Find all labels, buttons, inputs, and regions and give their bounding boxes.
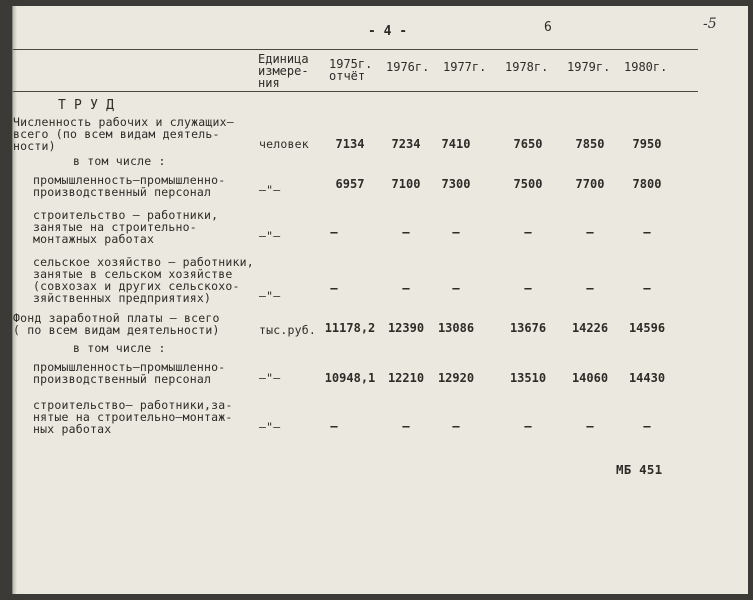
cell-value: 11178,2 (324, 321, 376, 335)
stamp-number: 6 (544, 20, 552, 35)
cell-value: 12210 (387, 371, 425, 385)
row-label: строительство – работники, занятые на строительно- монтажных работах (33, 208, 219, 246)
cell-value: 14430 (628, 371, 666, 385)
cell-value: – (402, 419, 410, 433)
cell-value: – (586, 281, 594, 295)
cell-value: – (402, 281, 410, 295)
cell-value: – (452, 225, 460, 239)
year-header-1976: 1976г. (386, 60, 430, 74)
cell-value: 7234 (391, 137, 421, 151)
section-title: Т Р У Д (58, 98, 115, 113)
row-label: строительство– работники,за- нятые на строительно–монтаж- ных работах (33, 398, 233, 436)
row-unit: –"– (259, 371, 281, 385)
year-header-1975: 1975г. отчёт (329, 57, 373, 83)
cell-value: 13676 (509, 321, 547, 335)
row-unit: –"– (259, 229, 281, 243)
year-header-1980: 1980г. (624, 60, 668, 74)
cell-value: 10948,1 (324, 371, 376, 385)
row-unit: человек (259, 137, 309, 151)
document-page (12, 6, 748, 594)
cell-value: – (643, 281, 651, 295)
cell-value: – (643, 419, 651, 433)
cell-value: 13510 (509, 371, 547, 385)
cell-value: – (330, 225, 338, 239)
footer-code: МБ 451 (616, 462, 663, 477)
row-label: промышленность–промышленно- производственный персонал (33, 173, 226, 199)
cell-value: – (330, 281, 338, 295)
cell-value: 7300 (441, 177, 471, 191)
cell-value: 7410 (441, 137, 471, 151)
cell-value: – (586, 225, 594, 239)
cell-value: 7100 (391, 177, 421, 191)
cell-value: 7700 (575, 177, 605, 191)
row-label: Численность рабочих и служащих– всего (по всем видам деятель- ности) (13, 115, 234, 153)
pen-mark: -5 (703, 16, 717, 32)
row-unit: –"– (259, 183, 281, 197)
cell-value: – (524, 281, 532, 295)
header-top-rule (13, 49, 698, 50)
row-label: в том числе : (73, 154, 166, 168)
cell-value: 7850 (575, 137, 605, 151)
cell-value: 13086 (437, 321, 475, 335)
page-number: - 4 - (368, 24, 408, 39)
cell-value: 12390 (387, 321, 425, 335)
row-unit: тыс.руб. (259, 323, 316, 337)
year-header-1979: 1979г. (567, 60, 611, 74)
cell-value: 7950 (632, 137, 662, 151)
row-unit: –"– (259, 420, 281, 434)
cell-value: – (524, 419, 532, 433)
binding-edge (13, 6, 17, 594)
cell-value: – (643, 225, 651, 239)
cell-value: – (452, 281, 460, 295)
row-label: в том числе : (73, 341, 166, 355)
year-header-1978: 1978г. (505, 60, 549, 74)
cell-value: 7650 (513, 137, 543, 151)
cell-value: – (586, 419, 594, 433)
cell-value: 7500 (513, 177, 543, 191)
cell-value: 7134 (335, 137, 365, 151)
row-label: сельское хозяйство – работники, занятые в сельском хозяйстве (совхозах и других сельскохо- зяйственных предприятиях) (33, 255, 254, 305)
cell-value: – (524, 225, 532, 239)
row-unit: –"– (259, 289, 281, 303)
cell-value: – (330, 419, 338, 433)
cell-value: 14060 (571, 371, 609, 385)
header-bottom-rule (13, 91, 698, 92)
year-header-1977: 1977г. (443, 60, 487, 74)
cell-value: 12920 (437, 371, 475, 385)
cell-value: 7800 (632, 177, 662, 191)
row-label: промышленность–промышленно- производственный персонал (33, 360, 226, 386)
cell-value: 6957 (335, 177, 365, 191)
cell-value: – (452, 419, 460, 433)
cell-value: – (402, 225, 410, 239)
row-label: Фонд заработной платы – всего ( по всем видам деятельности) (13, 311, 220, 337)
unit-column-header: Единица измере- ния (258, 52, 309, 90)
cell-value: 14596 (628, 321, 666, 335)
cell-value: 14226 (571, 321, 609, 335)
